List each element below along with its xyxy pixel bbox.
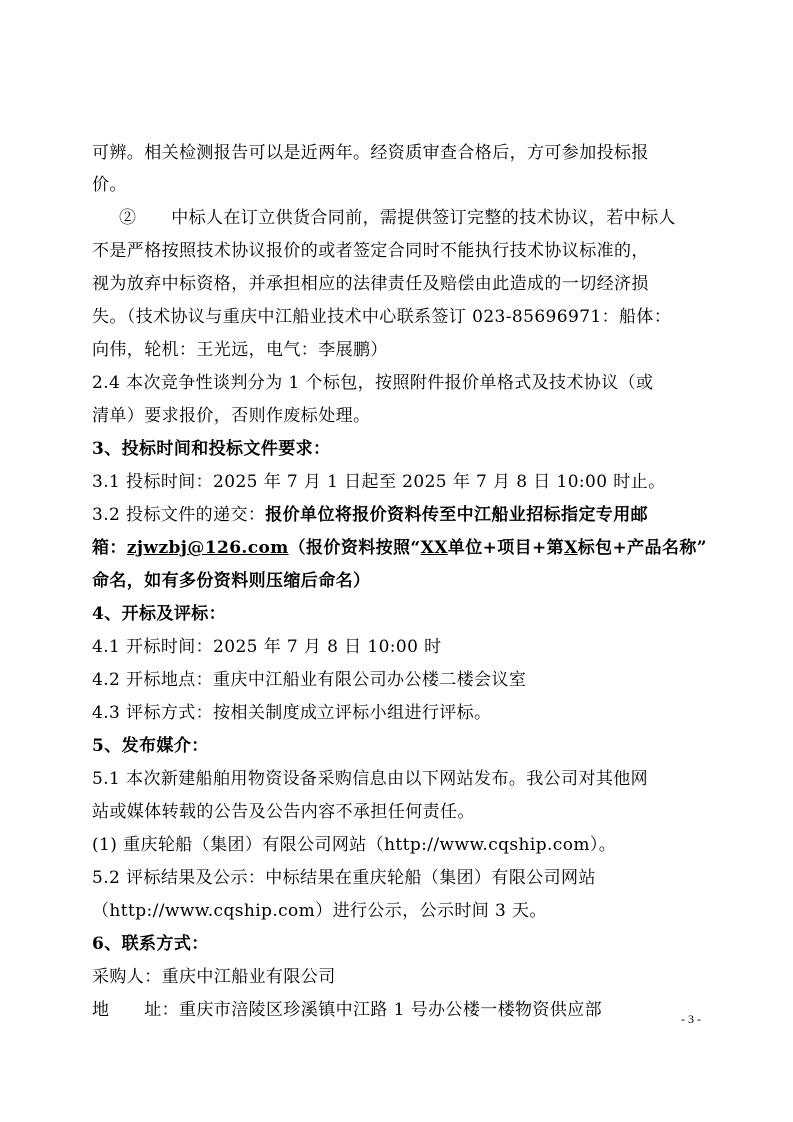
text-span: 箱：	[92, 538, 127, 558]
paragraph-line: 价。	[92, 175, 127, 195]
section-heading: 5、发布媒介：	[92, 736, 209, 756]
paragraph-line: 失。（技术协议与重庆中江船业技术中心联系签订 023-85696971：船体：	[92, 307, 672, 327]
paragraph-line: 站或媒体转载的公告及公告内容不承担任何责任。	[92, 802, 475, 822]
paragraph-line: 4.1 开标时间：2025 年 7 月 8 日 10:00 时	[92, 637, 442, 657]
paragraph-line: 不是严格按照技术协议报价的或者签定合同时不能执行技术协议标准的，	[92, 241, 649, 261]
text-span: 3.2 投标文件的递交：	[92, 505, 266, 525]
paragraph-line: 4.3 评标方式：按相关制度成立评标小组进行评标。	[92, 703, 492, 723]
paragraph-line: ② 中标人在订立供货合同前，需提供签订完整的技术协议，若中标人	[119, 208, 676, 228]
paragraph-line: （http://www.cqship.com）进行公示，公示时间 3 天。	[92, 901, 547, 921]
paragraph-line: 视为放弃中标资格，并承担相应的法律责任及赔偿由此造成的一切经济损	[92, 274, 649, 294]
section-heading: 4、开标及评标：	[92, 604, 227, 624]
paragraph-line: 2.4 本次竞争性谈判分为 1 个标包，按照附件报价单格式及技术协议（或	[92, 373, 654, 393]
paragraph-line: 采购人：重庆中江船业有限公司	[92, 967, 336, 987]
paragraph-line	[92, 504, 648, 526]
paragraph-line: 向伟，轮机：王光远，电气：李展鹏）	[92, 340, 388, 360]
text-span: X	[564, 538, 578, 558]
email-link[interactable]: zjwzbj@126.com	[126, 538, 289, 558]
paragraph-line: 地 址：重庆市涪陵区珍溪镇中江路 1 号办公楼一楼物资供应部	[92, 1000, 603, 1020]
page-number: - 3 -	[681, 1012, 701, 1026]
paragraph-line: 5.1 本次新建船舶用物资设备采购信息由以下网站发布。我公司对其他网	[92, 769, 649, 789]
text-span: 报价单位将报价资料传至中江船业招标指定专用邮	[265, 505, 649, 525]
text-span: 单位+项目+第	[447, 538, 565, 558]
paragraph-line: (1) 重庆轮船（集团）有限公司网站（http://www.cqship.com）。	[92, 835, 617, 855]
section-heading: 6、联系方式：	[92, 934, 209, 954]
paragraph-line: 3.1 投标时间：2025 年 7 月 1 日起至 2025 年 7 月 8 日 10:00 时止。	[92, 472, 666, 492]
paragraph-line: 命名，如有多份资料则压缩后命名）	[92, 571, 371, 591]
text-span: （报价资料按照“	[288, 538, 421, 558]
text-span: 标包+产品名称”	[577, 538, 707, 558]
section-heading: 3、投标时间和投标文件要求：	[92, 439, 331, 459]
paragraph-line: 可辨。相关检测报告可以是近两年。经资质审查合格后，方可参加投标报	[92, 143, 649, 163]
text-span: XX	[420, 538, 448, 558]
paragraph-line: 4.2 开标地点：重庆中江船业有限公司办公楼二楼会议室	[92, 670, 527, 690]
paragraph-line: 清单）要求报价，否则作废标处理。	[92, 406, 371, 426]
paragraph-line: 5.2 评标结果及公示：中标结果在重庆轮船（集团）有限公司网站	[92, 868, 596, 888]
paragraph-line	[92, 537, 707, 559]
